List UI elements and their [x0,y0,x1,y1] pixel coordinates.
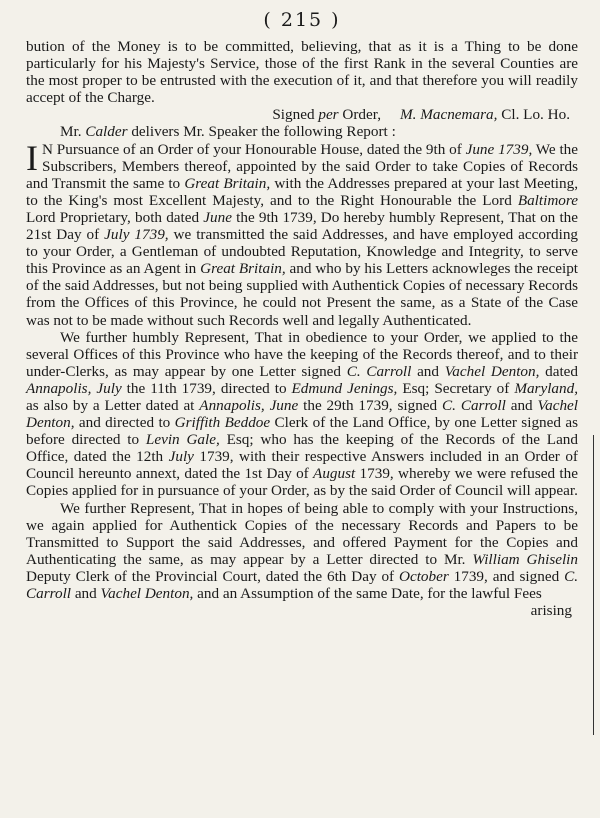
italic-text-run: Griffith Beddoe [174,414,271,432]
text-run: Esq; Secretary of [397,379,515,397]
text-run: Esq; who has the keeping of the Records of the Land Office, dated the 12th [26,431,578,466]
page-number: ( 215 ) [263,9,341,31]
text-run: and who by his Letters acknowleges the receipt of the said Addresses, but not being supplied with Authentick Copies of necessary Records from the Offices of this Province, he could not Present the same, as a State of the Case was not to be made without such Records well and legally Authenticated. [26,260,579,329]
text-run: We further Represent, That in hopes of being able to comply with your Instructions, we again applied for Authentick Copies of the necessary Records and Papers to be Transmitted to Support the said Addresses, and offered Payment for the Copies and Authenticating the same, as may appear by a Letter directed to Mr. [26,499,578,568]
text-run: dated [539,362,578,380]
italic-text-run: June 1739, [465,140,533,158]
text-run: the 29th 1739, signed [298,396,443,414]
italic-text-run: C. Carroll [26,567,578,602]
italic-text-run: William Ghiselin [472,550,578,568]
text-run: we transmitted the said Addresses, and have employed according to your Order, a Gentleman of undoubted Reputation, Knowledge and Integrity, to serve this Province as an Agent in [26,226,579,278]
text-run: 1739, with their respective Answers included in an Order of Council hereunto annext, dated the 1st Day of [26,448,578,483]
italic-text-run: Annapolis, July [26,379,122,397]
text-run: the 9th 1739, Do hereby humbly Represent, That on the 21st Day of [26,208,579,244]
margin-rule [593,435,594,735]
signatory-name: M. Macnemara, [399,106,498,124]
italic-text-run: Levin Gale, [145,431,220,449]
italic-text-run: Edmund Jenings, [291,379,398,397]
italic-text-run: Great Britain, [200,260,286,278]
italic-text-run: Annapolis, June [199,396,299,414]
text-run: the 11th 1739, directed to [121,379,292,397]
text-run: Deputy Clerk of the Provincial Court, dated the 6th Day of [26,567,399,585]
text-run: We the Subscribers, Members thereof, appointed by the said Order to take Copies of Records and Transmit the same to [26,140,579,192]
italic-text-run: C. Carroll [346,362,412,380]
text-run: and [71,585,101,602]
text-run: Clerk of the Land Office, by one Letter signed as before directed to [26,414,578,449]
italic-text-run: Vachel Denton, [100,585,194,602]
body-text [26,38,578,619]
text-run: We further humbly Represent, That in obedience to your Order, we applied to the several Offices of this Province who have the keeping of the Records thereof, and to their under-Clerks, as may appear by one Letter signed [26,328,578,380]
italic-text-run: August [313,465,356,483]
text-run: and [505,396,538,414]
drop-cap: I [26,137,38,178]
italic-text-run: July [168,448,194,466]
report-paragraph-2 [26,329,578,500]
italic-text-run: Maryland, [514,379,579,397]
italic-text-run: October [398,567,449,585]
signature-line: Signed per Order, M. Macnemara, Cl. Lo. Ho. [272,106,570,124]
italic-text-run: Vachel Denton, [444,362,540,380]
italic-text-run: July 1739, [104,226,169,244]
report-intro: Mr. Calder delivers Mr. Speaker the following Report : [60,123,396,141]
report-paragraph-3 [26,500,578,603]
text-run: 1739, whereby we were refused the Copies applied for in pursuance of your Order, as by the said Order of Council will appear. [26,465,578,500]
italic-text-run: Great Britain, [184,174,271,192]
text-run: and [411,362,445,380]
italic-text-run: Vachel Denton, [26,396,579,432]
text-run: N Pursuance of an Order of your Honourable House, dated the 9th of [42,140,466,158]
catchword: arising [530,602,572,620]
signatory-title: Cl. Lo. Ho. [501,106,570,124]
italic-text-run: Baltimore [517,191,578,209]
report-paragraph-1 [26,137,579,329]
paragraph-continuation: bution of the Money is to be committed, believing, that as it is a Thing to be done particularly for his Majesty's Service, those of the first Rank in the several Counties are the most proper to be entrusted with the execution of it, and that therefore you will readily accept of the Charge. [26,38,578,107]
text-run: 1739, and signed [448,567,565,585]
text-run: and directed to [74,414,175,432]
italic-text-run: C. Carroll [442,396,506,414]
text-run: as also by a Letter dated at [26,396,200,414]
text-run: Lord Proprietary, both dated [26,208,204,226]
text-run: with the Addresses prepared at your last Meeting, to the King's most Excellent Majesty, and to the Right Honourable the Lord [26,174,578,209]
italic-text-run: June [203,208,232,226]
text-run: and an Assumption of the same Date, for the lawful Fees [193,585,542,602]
